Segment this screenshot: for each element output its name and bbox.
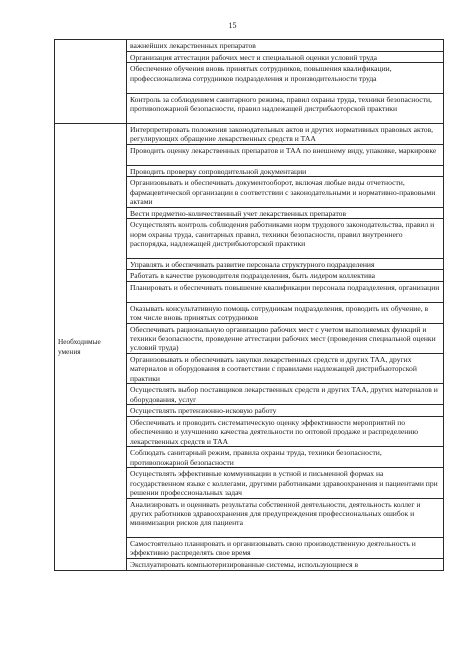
list-item: Осуществлять контроль соблюдения работниками норм трудового законодательства, правил и норм охраны труда, санитарных правил, техники безопасности, правил внутреннего распорядка, надлежащей дистрибьюторской практики	[127, 219, 443, 258]
list-item: Работать в качестве руководителя подразделения, быть лидером коллектива	[127, 270, 443, 282]
list-item: Управлять и обеспечивать развитие персонала структурного подразделения	[127, 259, 443, 271]
list-item: Обеспечивать рациональную организацию рабочих мест с учетом выполняемых функций и техники безопасности, проведение аттестации рабочих мест (проведения специальной оценки условий труда)	[127, 324, 443, 354]
list-item: Контроль за соблюдением санитарного режима, правил охраны труда, техники безопасности, противопожарной безопасности, правил надлежащей дистрибьюторской практики	[130, 94, 432, 113]
list-item: Планировать и обеспечивать повышение квалификации персонала подразделения, организации	[127, 282, 443, 303]
list-item: Осуществлять эффективные коммуникации в устной и письменной формах на государственном языке с коллегами, другими работниками здравоохранения и пациентами при решении профессиональных задач	[127, 468, 443, 498]
list-item: Вести предметно-количественный учет лекарственных препаратов	[127, 208, 443, 220]
list-item: важнейших лекарственных препаратов	[127, 40, 443, 52]
list-item: Организовывать и обеспечивать документооборот, включая любые виды отчетности, фармацевтической организации в соответствии с законодательными и нормативно-правовыми актами	[127, 177, 443, 207]
list-item: Эксплуатировать компьютеризированные системы, использующиеся в	[130, 559, 359, 569]
page-number: 15	[228, 21, 237, 30]
table-row-skills	[55, 123, 444, 570]
skills-heading-cell	[55, 123, 127, 570]
list-item: Самостоятельно планировать и организовывать свою производственную деятельность и эффективно распределять свое время	[127, 538, 443, 559]
list-item: Обеспечение обучения вновь принятых сотрудников, повышения квалификации, профессионализма сотрудников подразделения и производительности труда	[127, 63, 443, 93]
empty-heading-cell	[55, 40, 127, 124]
list-item: Соблюдать санитарный режим, правила охраны труда, техники безопасности, противопожарной безопасности	[127, 447, 443, 468]
table-row-continuation	[55, 40, 444, 124]
competency-table	[54, 39, 444, 571]
skills-cell	[127, 123, 444, 570]
list-item: Осуществлять выбор поставщиков лекарственных средств и других ТАА, других материалов и оборудования, услуг	[127, 384, 443, 405]
list-item: Анализировать и оценивать результаты собственной деятельности, деятельность коллег и других работников здравоохранения для предупреждения профессиональных ошибок и минимизации рисков для пациента	[127, 499, 443, 538]
list-item: Интерпретировать положения законодательных актов и других нормативных правовых актов, регулирующих обращение лекарственных средств и ТАА	[127, 124, 443, 145]
list-item: Организовывать и обеспечивать закупки лекарственных средств и других ТАА, других материалов и оборудования в соответствии с правилами надлежащей дистрибьюторской практики	[127, 354, 443, 384]
list-item: Организация аттестации рабочих мест и специальной оценки условий труда	[127, 52, 443, 64]
list-item: Осуществлять претензионно-исковую работу	[127, 405, 443, 417]
list-item: Проводить проверку сопроводительной документации	[127, 166, 443, 178]
list-item: Проводить оценку лекарственных препаратов и ТАА по внешнему виду, упаковке, маркировке	[127, 145, 443, 166]
row-heading: Необходимые умения	[58, 337, 101, 356]
list-item: Оказывать консультативную помощь сотрудникам подразделения, проводить их обучение, в том числе вновь принятых сотрудников	[127, 303, 443, 324]
labor-actions-cell	[127, 40, 444, 124]
list-item: Обеспечивать и проводить систематическую оценку эффективности мероприятий по обеспечению и улучшению качества деятельности по оптовой продаже и распределению лекарственных средств и ТАА	[127, 417, 443, 447]
